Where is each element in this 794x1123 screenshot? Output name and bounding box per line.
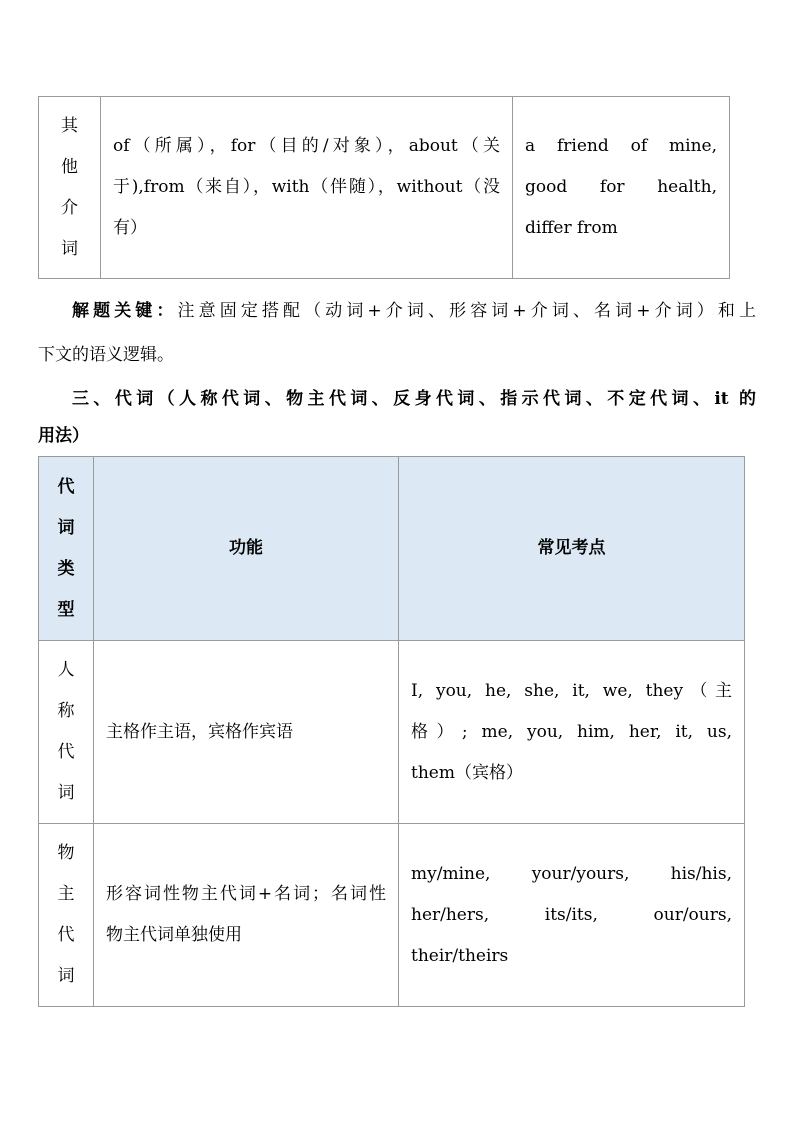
function-line: of（所属），for（目的/对象），about（关 bbox=[113, 136, 500, 156]
points-cell bbox=[399, 824, 745, 1007]
function-cell bbox=[101, 97, 513, 279]
type-char: 称 bbox=[57, 701, 75, 721]
header-function: 功能 bbox=[94, 457, 399, 641]
points-line: them（宾格） bbox=[411, 762, 523, 783]
type-char: 词 bbox=[57, 966, 75, 986]
function-cell bbox=[94, 824, 399, 1007]
key-note-label: 解题关键： bbox=[72, 301, 178, 321]
function-cell bbox=[94, 641, 399, 824]
function-line: 于),from（来自），with（伴随），without（没 bbox=[113, 177, 500, 197]
type-char: 主 bbox=[57, 884, 75, 904]
example-line: differ from bbox=[525, 218, 618, 238]
points-line: I, you, he, she, it, we, they（主 bbox=[411, 680, 732, 701]
points-line: 格）; me, you, him, her, it, us, bbox=[411, 721, 732, 742]
function-line: 物主代词单独使用 bbox=[106, 925, 242, 945]
type-cell bbox=[39, 641, 94, 824]
function-line: 有） bbox=[113, 218, 147, 238]
category-char: 其 bbox=[61, 115, 78, 136]
category-char: 词 bbox=[61, 238, 78, 259]
header-type-cell bbox=[39, 457, 94, 641]
example-line: a friend of mine, bbox=[525, 136, 717, 156]
type-char: 词 bbox=[57, 783, 75, 803]
pronouns-table bbox=[38, 456, 745, 1007]
key-note bbox=[38, 289, 756, 377]
type-char: 人 bbox=[57, 660, 75, 680]
header-points: 常见考点 bbox=[399, 457, 745, 641]
type-char: 物 bbox=[57, 843, 75, 863]
header-char: 代 bbox=[57, 476, 75, 497]
table-row bbox=[39, 824, 745, 1007]
header-char: 型 bbox=[57, 599, 75, 620]
table-row bbox=[39, 641, 745, 824]
section-heading bbox=[38, 377, 756, 451]
points-line: their/theirs bbox=[411, 945, 509, 966]
function-line: 主格作主语，宾格作宾语 bbox=[106, 721, 293, 742]
table-header-row bbox=[39, 457, 745, 641]
prepositions-table bbox=[38, 96, 730, 279]
points-line: my/mine, your/yours, his/his, bbox=[411, 863, 732, 884]
section-heading-line2: 用法） bbox=[38, 426, 89, 446]
example-line: good for health, bbox=[525, 177, 717, 197]
points-line: her/hers, its/its, our/ours, bbox=[411, 904, 732, 925]
key-note-text: 注意固定搭配（动词+介词、形容词+介词、名词+介词）和上 bbox=[177, 301, 757, 321]
key-note-text-cont: 下文的语义逻辑。 bbox=[38, 345, 174, 365]
type-char: 代 bbox=[57, 925, 75, 945]
example-cell bbox=[513, 97, 730, 279]
category-char: 他 bbox=[61, 156, 78, 177]
header-char: 词 bbox=[57, 517, 75, 538]
type-cell bbox=[39, 824, 94, 1007]
type-char: 代 bbox=[57, 742, 75, 762]
category-char: 介 bbox=[61, 197, 78, 218]
header-char: 类 bbox=[57, 558, 75, 579]
section-heading-line1: 三、代词（人称代词、物主代词、反身代词、指示代词、不定代词、it 的 bbox=[72, 389, 756, 409]
table-row bbox=[39, 97, 730, 279]
function-line: 形容词性物主代词+名词；名词性 bbox=[106, 884, 386, 904]
points-cell bbox=[399, 641, 745, 824]
category-cell bbox=[39, 97, 101, 279]
